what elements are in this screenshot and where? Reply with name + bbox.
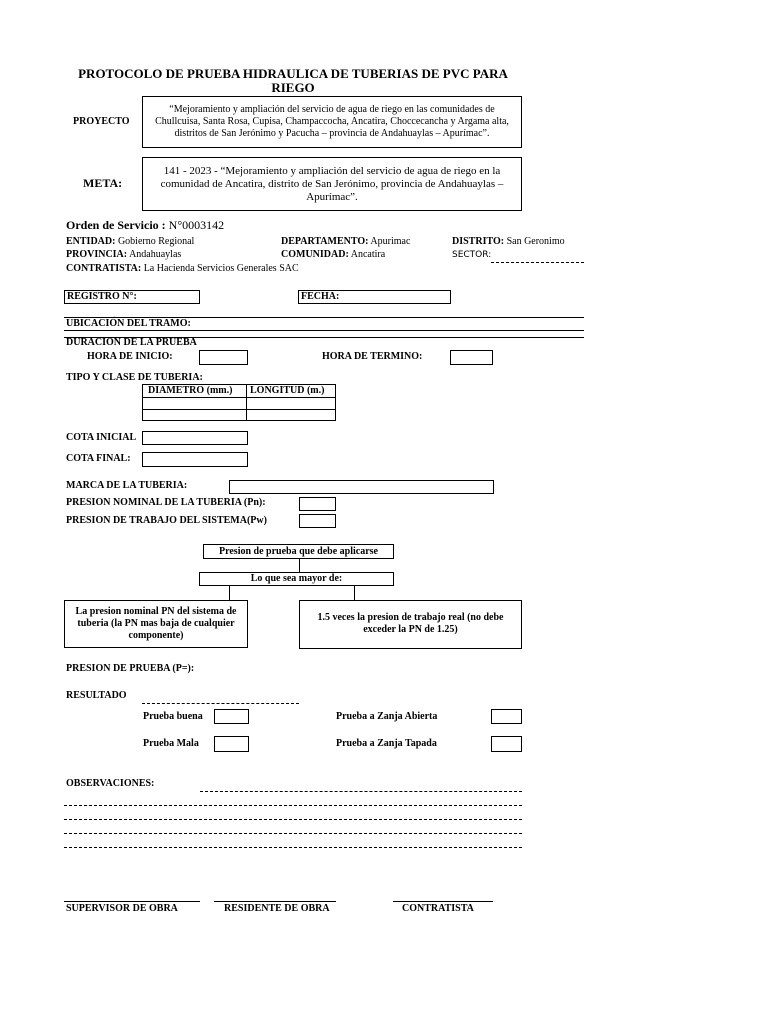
observaciones-line-5[interactable]	[64, 847, 522, 848]
document-title	[50, 67, 536, 95]
prueba-mala-checkbox[interactable]	[214, 736, 249, 752]
zanja-tapada-label: Prueba a Zanja Tapada	[336, 738, 437, 749]
sector-field[interactable]	[491, 262, 584, 263]
diametro-cell-2[interactable]	[143, 410, 245, 420]
zanja-tapada-checkbox[interactable]	[491, 736, 522, 752]
entidad-value: Gobierno Regional	[117, 236, 195, 247]
cota-final-field[interactable]	[142, 452, 248, 467]
prueba-mala-label: Prueba Mala	[143, 738, 199, 749]
observaciones-label: OBSERVACIONES:	[66, 778, 155, 789]
observaciones-line-2[interactable]	[64, 805, 522, 806]
presion-nominal-field[interactable]	[299, 497, 336, 511]
orden-label: Orden de Servicio :	[66, 218, 166, 232]
hora-inicio-label: HORA DE INICIO:	[87, 351, 173, 362]
provincia-value: Andahuaylas	[129, 249, 182, 260]
hora-termino-field[interactable]	[450, 350, 493, 365]
longitud-cell-1[interactable]	[247, 398, 335, 408]
meta-box	[142, 157, 522, 211]
comunidad-label: COMUNIDAD:	[281, 249, 349, 260]
contratista-label: CONTRATISTA:	[66, 263, 142, 274]
tipo-label: TIPO Y CLASE DE TUBERIA:	[66, 372, 203, 383]
distrito-label: DISTRITO:	[452, 236, 505, 247]
cota-final-label: COTA FINAL:	[66, 453, 131, 464]
residente-signature-line[interactable]	[214, 901, 336, 902]
diagram-top-box	[203, 544, 394, 559]
departamento-label: DEPARTAMENTO:	[281, 236, 369, 247]
longitud-cell-2[interactable]	[247, 410, 335, 420]
diagram-top-text: Presion de prueba que debe aplicarse	[219, 546, 378, 557]
ubicacion-label: UBICACIÓN DEL TRAMO:	[66, 318, 191, 329]
registro-field[interactable]	[64, 290, 200, 304]
presion-trabajo-field[interactable]	[299, 514, 336, 528]
resultado-label: RESULTADO	[66, 690, 127, 701]
zanja-abierta-label: Prueba a Zanja Abierta	[336, 711, 438, 722]
resultado-field[interactable]	[142, 703, 299, 704]
comunidad-value: Ancatira	[350, 249, 386, 260]
orden-value: N°0003142	[168, 218, 225, 232]
diagram-connector-left	[229, 586, 230, 600]
diametro-cell-1[interactable]	[143, 398, 245, 408]
proyecto-box	[142, 96, 522, 148]
longitud-header: LONGITUD (m.)	[250, 385, 325, 396]
cota-inicial-label: COTA INICIAL	[66, 432, 137, 443]
diagram-connector-right	[354, 586, 355, 600]
presion-prueba-label: PRESION DE PRUEBA (P=):	[66, 663, 195, 674]
hora-inicio-field[interactable]	[199, 350, 248, 365]
entidad-label: ENTIDAD:	[66, 236, 116, 247]
contratista-signature-line[interactable]	[393, 901, 493, 902]
zanja-abierta-checkbox[interactable]	[491, 709, 522, 724]
presion-nominal-label: PRESION NOMINAL DE LA TUBERIA (Pn):	[66, 497, 266, 508]
supervisor-label: SUPERVISOR DE OBRA	[66, 903, 178, 914]
distrito-value: San Geronimo	[506, 236, 565, 247]
fecha-label: FECHA:	[301, 291, 340, 302]
prueba-buena-label: Prueba buena	[143, 711, 203, 722]
diagram-right-text: 1.5 veces la presion de trabajo real (no debe exceder la PN de 1.25)	[317, 612, 504, 635]
duracion-label: DURACION DE LA PRUEBA	[66, 337, 197, 348]
provincia-label: PROVINCIA:	[66, 249, 128, 260]
meta-text: 141 - 2023 - “Mejoramiento y ampliación del servicio de agua de riego en la comunidad de Ancatira, distrito de San Jerónimo, provincia de Andahuaylas – Apurímac”.	[160, 165, 504, 203]
contratista	[66, 263, 299, 274]
tuberia-table	[142, 384, 336, 421]
hora-termino-label: HORA DE TERMINO:	[322, 351, 423, 362]
departamento	[281, 236, 410, 247]
observaciones-line-1[interactable]	[200, 791, 522, 792]
contratista-value: La Hacienda Servicios Generales SAC	[143, 263, 299, 274]
diagram-connector-top	[299, 559, 300, 572]
provincia	[66, 249, 181, 260]
observaciones-line-3[interactable]	[64, 819, 522, 820]
diagram-right-box	[299, 600, 522, 649]
diagram-middle-text: Lo que sea mayor de:	[250, 573, 343, 584]
title-line-1: PROTOCOLO DE PRUEBA HIDRAULICA DE TUBERIAS DE PVC PARA	[78, 66, 508, 81]
diagram-left-box	[64, 600, 248, 648]
presion-trabajo-label: PRESION DE TRABAJO DEL SISTEMA(Pw)	[66, 515, 267, 526]
sector-label: SECTOR:	[452, 250, 492, 260]
distrito	[452, 236, 565, 247]
marca-field[interactable]	[229, 480, 494, 494]
comunidad	[281, 249, 385, 260]
diametro-header: DIAMETRO (mm.)	[148, 385, 233, 396]
title-line-2: RIEGO	[271, 80, 315, 95]
registro-label: REGISTRO N°:	[67, 291, 137, 302]
entidad	[66, 236, 194, 247]
cota-inicial-field[interactable]	[142, 431, 248, 445]
ubicacion-bottom-rule[interactable]	[64, 330, 584, 331]
diagram-middle-box	[199, 572, 394, 586]
meta-label: META:	[83, 176, 123, 190]
fecha-field[interactable]	[298, 290, 451, 304]
contratista-signature-label: CONTRATISTA	[402, 903, 474, 914]
departamento-value: Apurimac	[370, 236, 411, 247]
orden-servicio	[66, 218, 224, 233]
supervisor-signature-line[interactable]	[64, 901, 200, 902]
marca-label: MARCA DE LA TUBERIA:	[66, 480, 188, 491]
diagram-left-text: La presion nominal PN del sistema de tuberia (la PN mas baja de cualquier componente)	[75, 606, 237, 641]
proyecto-label: PROYECTO	[73, 116, 130, 127]
residente-label: RESIDENTE DE OBRA	[224, 903, 330, 914]
proyecto-text: “Mejoramiento y ampliación del servicio de agua de riego en las comunidades de Chullcuisa, Santa Rosa, Cupisa, Champaccocha, Ancatira, Choccecancha y Argama alta, distritos de San Jerónimo y Pacucha – provincia de Andahuaylas – Apurímac”.	[155, 104, 509, 139]
observaciones-line-4[interactable]	[64, 833, 522, 834]
prueba-buena-checkbox[interactable]	[214, 709, 249, 724]
